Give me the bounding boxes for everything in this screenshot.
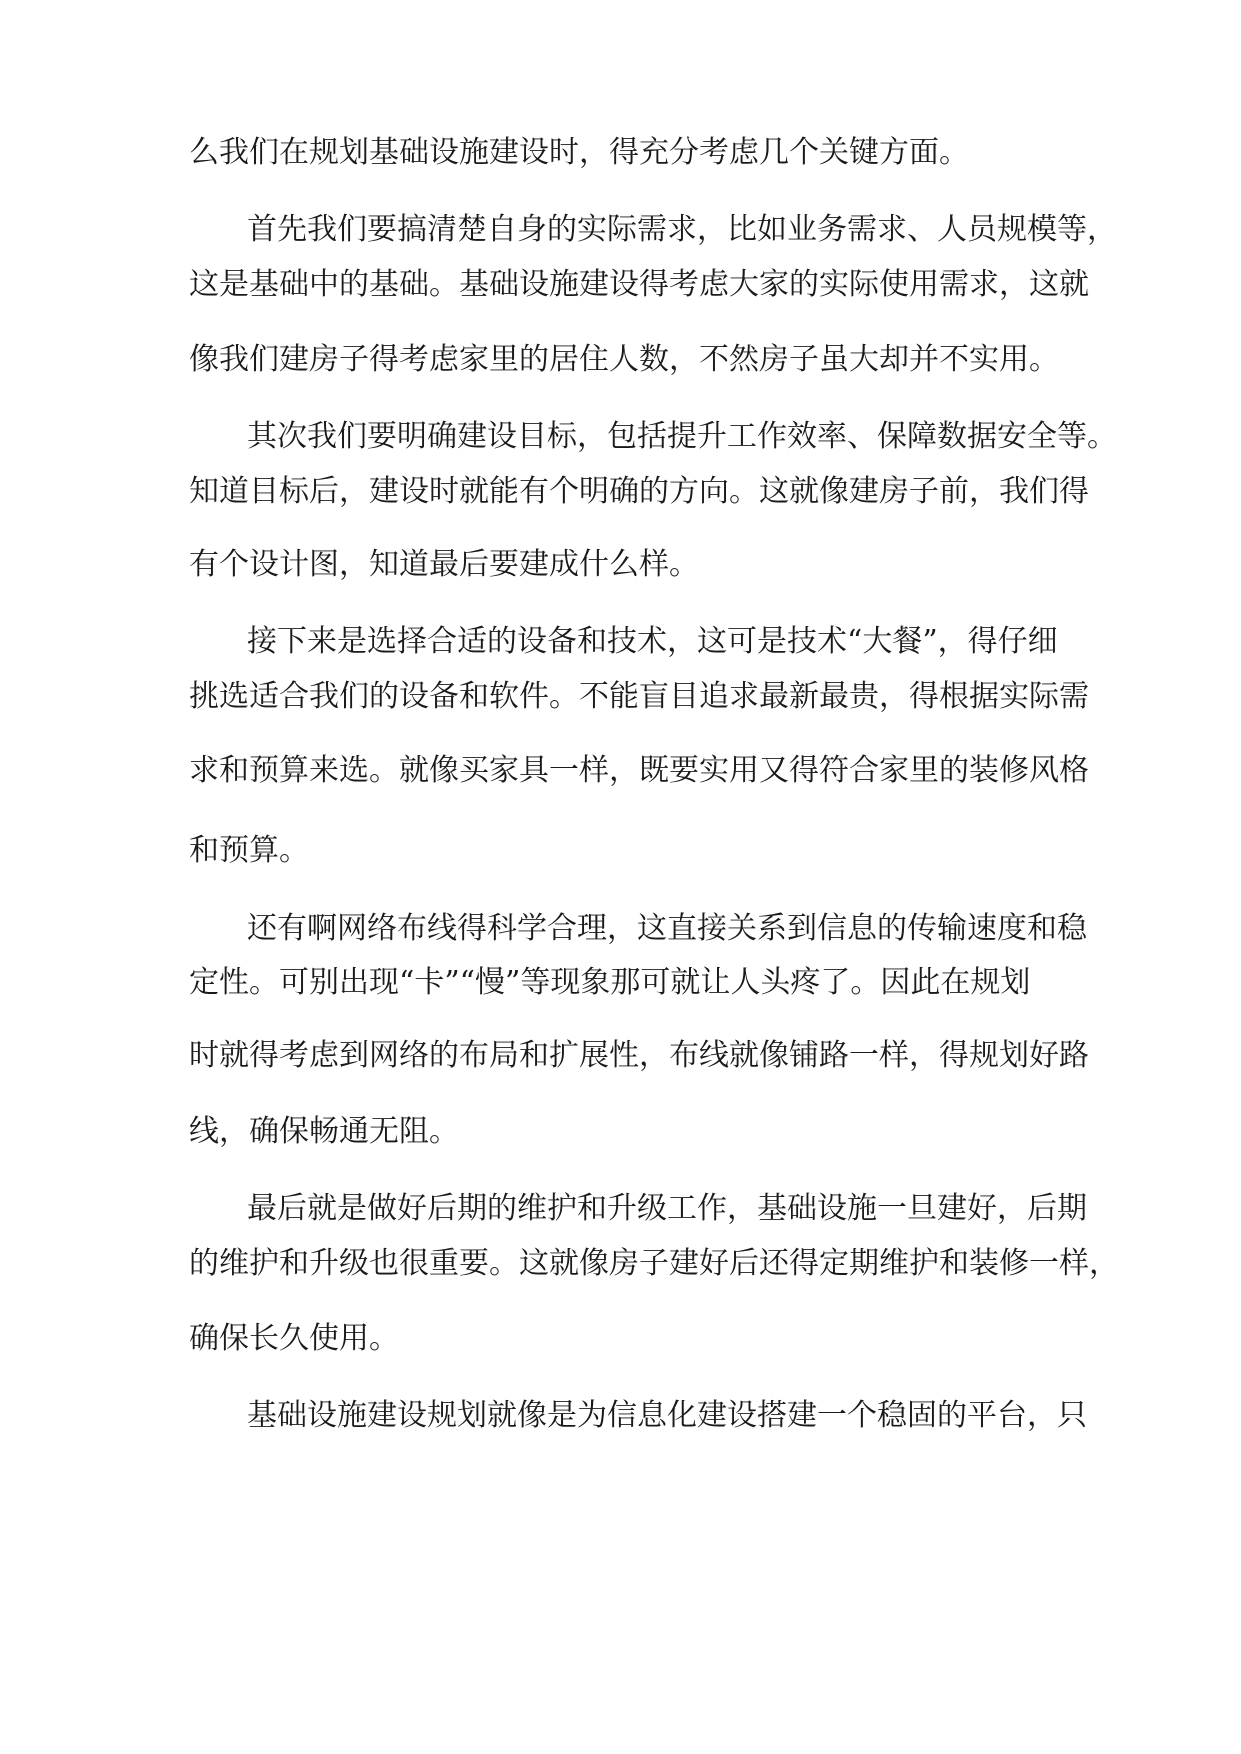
text-line: 线，确保畅通无阻。 [189, 1114, 459, 1149]
text-line: 确保长久使用。 [189, 1321, 399, 1356]
text-line: 定性。可别出现“卡”“慢”等现象那可就让人头疼了。因此在规划 [189, 965, 1031, 1000]
text-line: 基础设施建设规划就像是为信息化建设搭建一个稳固的平台，只 [247, 1398, 1087, 1433]
text-line: 像我们建房子得考虑家里的居住人数，不然房子虽大却并不实用。 [189, 342, 1059, 377]
text-line: 接下来是选择合适的设备和技术，这可是技术“大餐”，得仔细 [247, 624, 1058, 659]
text-line: 时就得考虑到网络的布局和扩展性，布线就像铺路一样，得规划好路 [189, 1038, 1089, 1073]
text-line: 首先我们要搞清楚自身的实际需求，比如业务需求、人员规模等， [247, 212, 1117, 247]
text-line: 求和预算来选。就像买家具一样，既要实用又得符合家里的装修风格 [189, 753, 1089, 788]
text-line: 知道目标后，建设时就能有个明确的方向。这就像建房子前，我们得 [189, 474, 1089, 509]
text-line: 么我们在规划基础设施建设时，得充分考虑几个关键方面。 [189, 135, 969, 170]
text-line: 和预算。 [189, 833, 309, 868]
text-line: 的维护和升级也很重要。这就像房子建好后还得定期维护和装修一样， [189, 1246, 1119, 1281]
text-line: 有个设计图，知道最后要建成什么样。 [189, 547, 699, 582]
text-line: 最后就是做好后期的维护和升级工作，基础设施一旦建好，后期 [247, 1191, 1087, 1226]
text-line: 这是基础中的基础。基础设施建设得考虑大家的实际使用需求，这就 [189, 267, 1089, 302]
text-line: 挑选适合我们的设备和软件。不能盲目追求最新最贵，得根据实际需 [189, 679, 1089, 714]
text-line: 其次我们要明确建设目标，包括提升工作效率、保障数据安全等。 [247, 419, 1117, 454]
text-line: 还有啊网络布线得科学合理，这直接关系到信息的传输速度和稳 [247, 911, 1087, 946]
